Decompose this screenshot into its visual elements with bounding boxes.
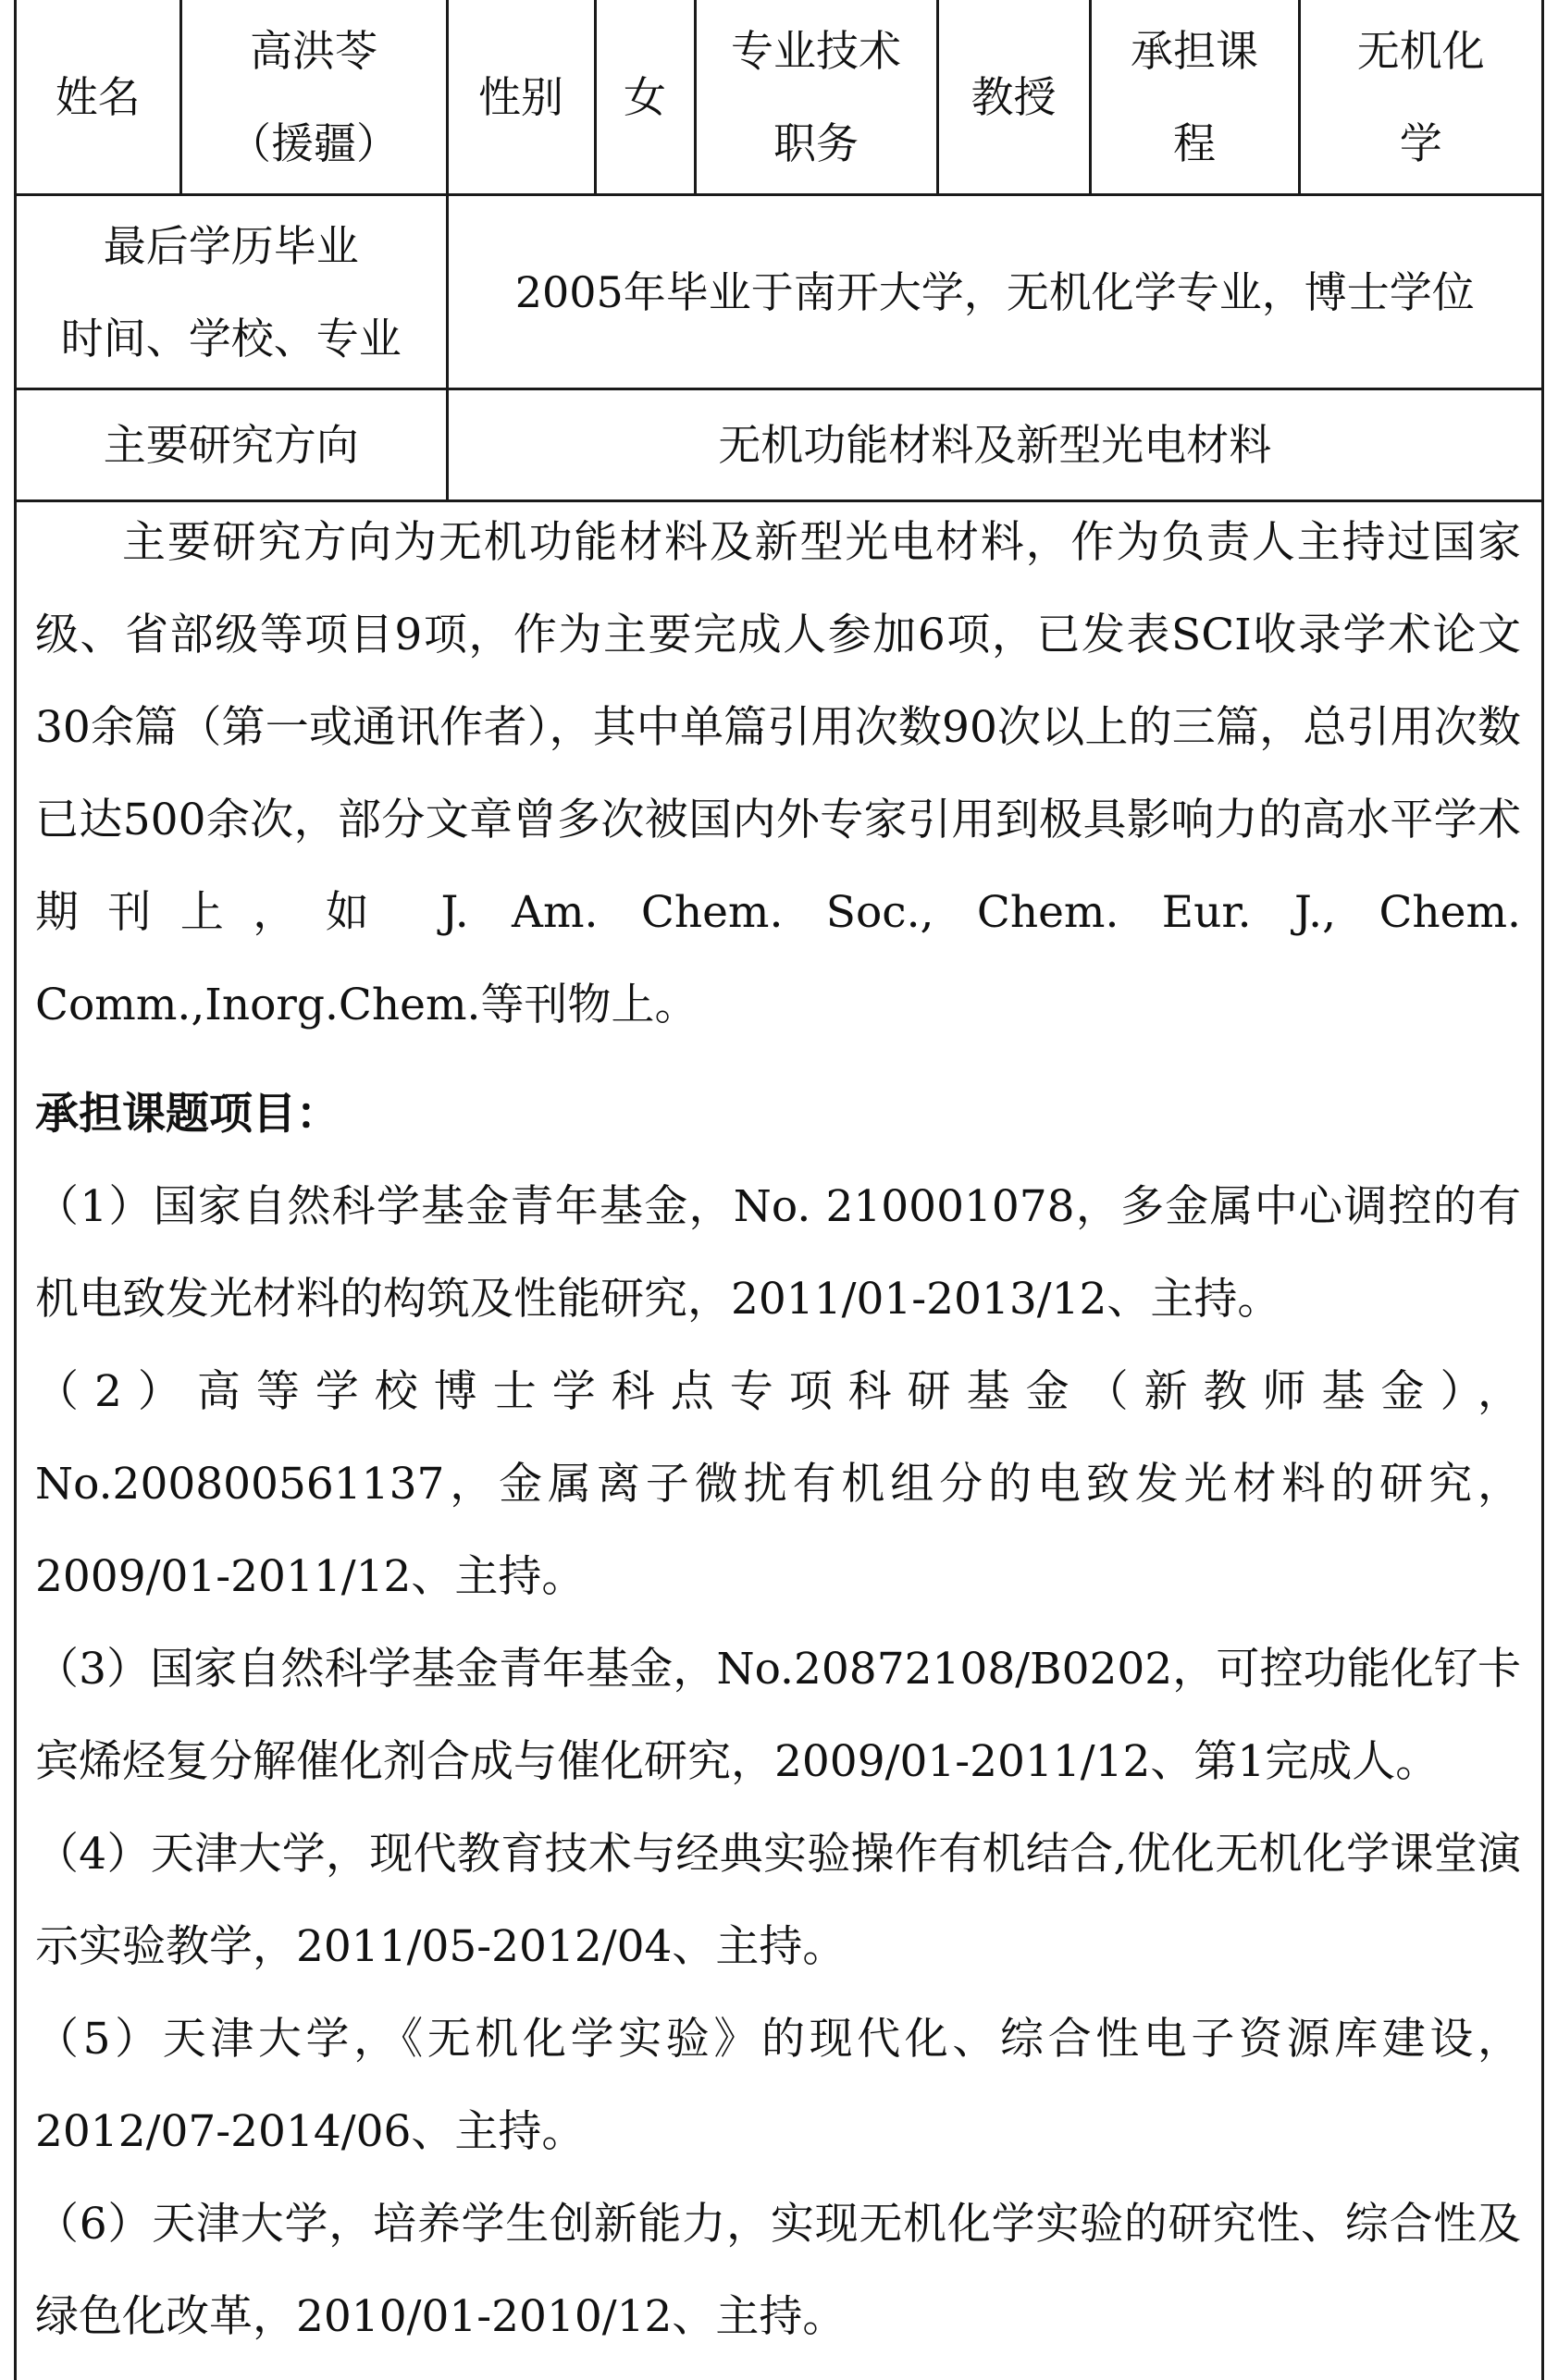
- course-label-line-1: 承担课: [1131, 25, 1258, 76]
- name-line-2: （援疆）: [229, 117, 399, 168]
- research-value: 无机功能材料及新型光电材料: [447, 389, 1541, 501]
- name-label: 姓名: [17, 0, 180, 195]
- faculty-info-table: [17, 0, 1541, 502]
- course-label-line-2: 程: [1173, 117, 1216, 168]
- course-value-line-2: 学: [1399, 117, 1442, 168]
- profile-body: [17, 497, 1541, 2363]
- title-label-line-1: 专业技术: [731, 25, 901, 76]
- title-label: [695, 0, 937, 195]
- gender-value: 女: [595, 0, 695, 195]
- course-value: [1299, 0, 1541, 195]
- title-label-line-2: 职务: [773, 117, 859, 168]
- gender-label: 性别: [447, 0, 595, 195]
- research-summary: 主要研究方向为无机功能材料及新型光电材料，作为负责人主持过国家级、省部级等项目9项，作为主要完成人参加6项，已发表SCI收录学术论文30余篇（第一或通讯作者），其中单篇引用次数90次以上的三篇，总引用次数已达500余次，部分文章曾多次被国内外专家引用到极具影响力的高水平学术期刊上，如 J. Am. Chem. Soc., Chem. Eur. J., Chem. Comm.,Inorg.Chem.等刊物上。: [35, 517, 1521, 1030]
- project-item-1: （1）国家自然科学基金青年基金，No. 210001078，多金属中心调控的有机电致发光材料的构筑及性能研究，2011/01-2013/12、主持。: [35, 1181, 1521, 1325]
- project-item-2: （2）高等学校博士学科点专项科研基金（新教师基金），No.200800561137，金属离子微扰有机组分的电致发光材料的研究，2009/01-2011/12、主持。: [35, 1366, 1521, 1602]
- project-item-6: （6）天津大学，培养学生创新能力，实现无机化学实验的研究性、综合性及绿色化改革，2010/01-2010/12、主持。: [35, 2199, 1521, 2342]
- education-label-line-1: 最后学历毕业: [103, 220, 359, 271]
- education-label-line-2: 时间、学校、专业: [60, 313, 402, 364]
- title-value: 教授: [937, 0, 1090, 195]
- research-label: 主要研究方向: [17, 389, 447, 501]
- name-line-1: 高洪苓: [250, 25, 377, 76]
- name-value: [180, 0, 447, 195]
- project-item-5: （5）天津大学，《无机化学实验》的现代化、综合性电子资源库建设，2012/07-2014/06、主持。: [35, 2014, 1521, 2157]
- education-label: [17, 195, 447, 389]
- course-label: [1090, 0, 1299, 195]
- project-item-4: （4）天津大学，现代教育技术与经典实验操作有机结合,优化无机化学课堂演示实验教学，2011/05-2012/04、主持。: [35, 1829, 1521, 1972]
- education-value: 2005年毕业于南开大学，无机化学专业，博士学位: [447, 195, 1541, 389]
- project-item-3: （3）国家自然科学基金青年基金，No.20872108/B0202，可控功能化钌卡宾烯烃复分解催化剂合成与催化研究，2009/01-2011/12、第1完成人。: [35, 1644, 1521, 1787]
- course-value-line-1: 无机化: [1356, 25, 1485, 76]
- document-page: [14, 0, 1544, 2380]
- projects-heading: 承担课题项目：: [35, 1089, 340, 1140]
